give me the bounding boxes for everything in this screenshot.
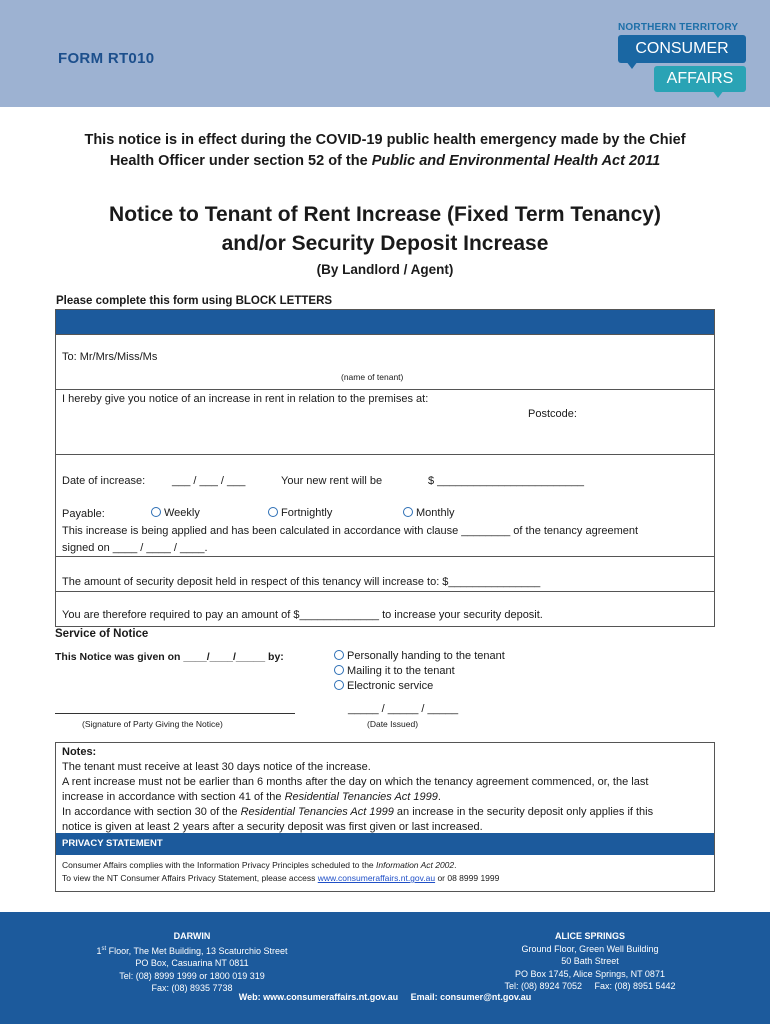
darwin-floor-sup: st xyxy=(101,945,107,952)
notes-line-3 xyxy=(56,790,714,805)
method-electronic-option[interactable] xyxy=(334,680,433,692)
darwin-heading: DARWIN xyxy=(173,931,211,941)
date-issued-label: (Date Issued) xyxy=(367,719,419,729)
privacy-line-1-end: . xyxy=(454,860,457,870)
radio-icon[interactable] xyxy=(268,507,278,517)
logo-consumer-box: CONSUMER xyxy=(618,35,746,63)
page-subtitle: (By Landlord / Agent) xyxy=(316,262,454,277)
date-of-increase-field[interactable]: ___ / ___ / ___ xyxy=(172,475,246,487)
payable-monthly-option[interactable] xyxy=(403,507,455,519)
notes-line-4-text: In accordance with section 30 of the xyxy=(62,806,241,818)
signature-line[interactable] xyxy=(55,713,295,714)
alice-line-4: Tel: (08) 8924 7052 Fax: (08) 8951 5442 xyxy=(504,981,676,991)
darwin-line-4: Fax: (08) 8935 7738 xyxy=(151,983,233,993)
name-hint: (name of tenant) xyxy=(341,372,404,382)
deposit-pay-row xyxy=(56,591,714,627)
service-heading: Service of Notice xyxy=(55,628,149,640)
notes-line-5: notice is given at least 2 years after a security deposit was first given or last increased. xyxy=(62,821,483,833)
darwin-floor-num: 1 xyxy=(96,945,102,956)
notes-line-3-end: . xyxy=(437,791,441,803)
footer-contact-line xyxy=(0,992,770,1002)
privacy-line-2-text: To view the NT Consumer Affairs Privacy Statement, please access xyxy=(62,873,318,883)
privacy-act-name: Information Act 2002 xyxy=(376,860,455,870)
new-rent-label: Your new rent will be xyxy=(281,475,383,487)
alice-springs-office xyxy=(460,930,720,993)
deposit-held-text[interactable]: The amount of security deposit held in respect of this tenancy will increase to: $_______________ xyxy=(62,576,541,588)
form-code: FORM RT010 xyxy=(58,50,155,67)
logo-speech-tail-2 xyxy=(712,90,724,98)
page-header xyxy=(0,0,770,107)
method-personal-option[interactable] xyxy=(334,650,505,662)
covid-notice xyxy=(40,130,730,172)
rent-details-row xyxy=(56,454,714,556)
date-of-increase-label: Date of increase: xyxy=(62,475,146,487)
logo-top-text: NORTHERN TERRITORY xyxy=(618,22,739,33)
radio-icon[interactable] xyxy=(151,507,161,517)
premises-label: I hereby give you notice of an increase in rent in relation to the premises at: xyxy=(62,393,429,405)
privacy-line-1 xyxy=(62,859,499,872)
darwin-line-3: Tel: (08) 8999 1999 or 1800 019 319 xyxy=(119,970,265,981)
to-label: To: Mr/Mrs/Miss/Ms xyxy=(62,351,158,363)
signature-label: (Signature of Party Giving the Notice) xyxy=(82,719,223,729)
method-mail-option[interactable] xyxy=(334,665,455,677)
signed-on-line[interactable]: signed on ____ / ____ / ____. xyxy=(62,542,208,554)
radio-icon[interactable] xyxy=(334,650,344,660)
privacy-heading: PRIVACY STATEMENT xyxy=(56,833,714,855)
weekly-label: Weekly xyxy=(164,507,200,519)
footer-email[interactable]: Email: consumer@nt.gov.au xyxy=(410,992,532,1002)
notes-act-name: Residential Tenancies Act 1999 xyxy=(284,791,438,803)
clause-line[interactable]: This increase is being applied and has been calculated in accordance with clause ________ of the tenancy agreement xyxy=(62,525,639,537)
tenant-name-row[interactable] xyxy=(56,334,714,389)
radio-icon[interactable] xyxy=(403,507,413,517)
notes-line-3-text: increase in accordance with section 41 of the xyxy=(62,791,285,803)
notes-line-4-end: an increase in the security deposit only applies if this xyxy=(393,806,654,818)
privacy-text xyxy=(62,859,499,885)
alice-line-3: PO Box 1745, Alice Springs, NT 0871 xyxy=(515,968,665,979)
notes-line-1: The tenant must receive at least 30 days notice of the increase. xyxy=(62,761,371,773)
covid-line-2-text: Health Officer under section 52 of the xyxy=(109,153,372,169)
premises-row[interactable] xyxy=(56,389,714,454)
notes-line-4 xyxy=(56,805,714,820)
radio-icon[interactable] xyxy=(334,665,344,675)
method-electronic-label: Electronic service xyxy=(347,680,434,692)
payable-weekly-option[interactable] xyxy=(151,507,200,519)
logo-affairs-box: AFFAIRS xyxy=(654,66,746,92)
notes-act-name-2: Residential Tenancies Act 1999 xyxy=(240,806,394,818)
privacy-line-1-text: Consumer Affairs complies with the Information Privacy Principles scheduled to the xyxy=(62,860,377,870)
radio-icon[interactable] xyxy=(334,680,344,690)
given-on-line[interactable]: This Notice was given on ____/____/_____ by: xyxy=(55,651,284,663)
privacy-website-link[interactable]: www.consumeraffairs.nt.gov.au xyxy=(317,873,436,883)
darwin-address: Floor, The Met Building, 13 Scaturchio Street xyxy=(106,945,288,956)
privacy-line-2 xyxy=(62,872,499,885)
page-title xyxy=(30,200,740,258)
darwin-line-2: PO Box, Casuarina NT 0811 xyxy=(135,958,249,968)
darwin-line-1 xyxy=(62,943,322,958)
method-mail-label: Mailing it to the tenant xyxy=(347,665,455,677)
payable-fortnightly-option[interactable] xyxy=(268,507,332,519)
alice-line-1: Ground Floor, Green Well Building xyxy=(521,943,659,954)
notice-form xyxy=(55,309,715,627)
notes-line-2: A rent increase must not be earlier than 6 months after the day on which the tenancy agreement commenced, or, the last xyxy=(62,776,649,788)
page-footer xyxy=(0,912,770,1024)
covid-line-1: This notice is in effect during the COVID-19 public health emergency made by the Chief xyxy=(84,132,686,148)
monthly-label: Monthly xyxy=(416,507,455,519)
logo-speech-tail xyxy=(626,61,638,69)
new-rent-field[interactable]: $ ________________________ xyxy=(428,475,584,487)
payable-label: Payable: xyxy=(62,508,105,520)
instruction-text: Please complete this form using BLOCK LETTERS xyxy=(56,295,333,307)
alice-heading: ALICE SPRINGS xyxy=(554,931,625,941)
darwin-office xyxy=(62,930,322,995)
covid-line-2 xyxy=(40,151,730,172)
deposit-pay-text[interactable]: You are therefore required to pay an amount of $_____________ to increase your security deposit. xyxy=(62,609,543,621)
footer-web[interactable]: Web: www.consumeraffairs.nt.gov.au xyxy=(238,992,399,1002)
notes-heading: Notes: xyxy=(62,746,97,758)
covid-act-name: Public and Environmental Health Act 2011 xyxy=(371,153,661,169)
privacy-phone: or 08 8999 1999 xyxy=(435,873,500,883)
fortnightly-label: Fortnightly xyxy=(281,507,333,519)
date-issued-field[interactable]: _____ / _____ / _____ xyxy=(348,703,459,715)
consumer-affairs-logo xyxy=(614,22,754,102)
form-header-band xyxy=(56,310,714,334)
alice-line-2: 50 Bath Street xyxy=(561,956,619,966)
title-line-1: Notice to Tenant of Rent Increase (Fixed Term Tenancy) xyxy=(109,203,661,226)
notes-box xyxy=(55,742,715,892)
method-personal-label: Personally handing to the tenant xyxy=(347,650,505,662)
deposit-held-row xyxy=(56,556,714,591)
title-line-2: and/or Security Deposit Increase xyxy=(221,232,549,255)
postcode-label: Postcode: xyxy=(528,408,577,420)
